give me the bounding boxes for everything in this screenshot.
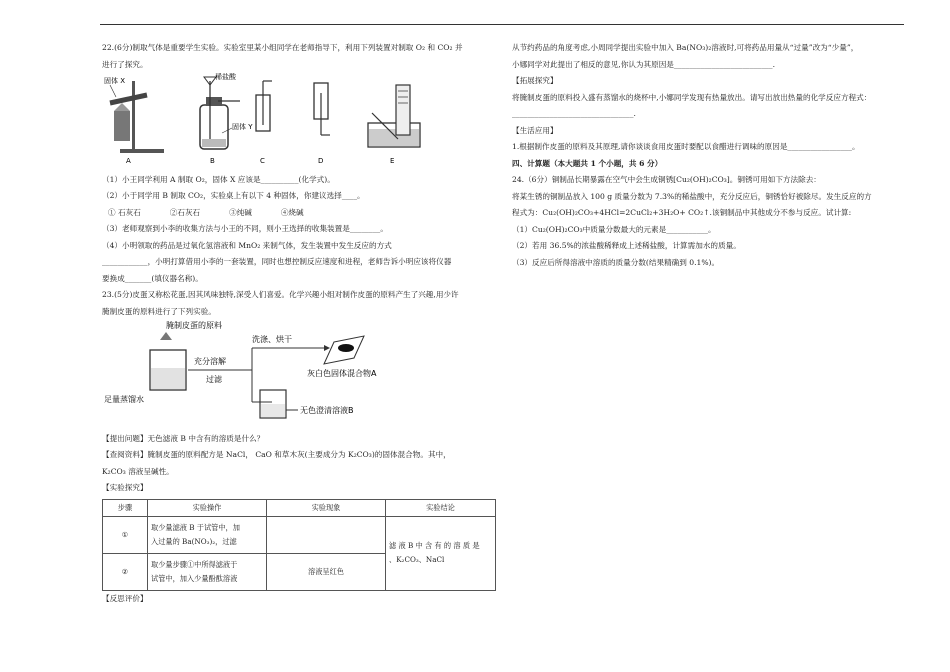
q22-sub4-line1: （4）小明领取的药品是过氧化氢溶液和 MnO₂ 来制气体，发生装置中发生反应的方式 xyxy=(102,240,392,250)
table-header-row xyxy=(103,499,496,516)
q23-info-line2: K₂CO₃ 溶液呈碱性。 xyxy=(102,466,174,476)
label-acid: 稀盐酸 xyxy=(215,73,236,81)
label-a: A xyxy=(126,157,131,165)
header-conclusion: 实验结论 xyxy=(386,499,496,516)
row1-op-line1: 取少量滤液 B 于试管中，加 xyxy=(151,522,240,532)
label-solid-a: 灰白色固体混合物A xyxy=(307,369,377,378)
header-step: 步骤 xyxy=(103,499,148,516)
row1-step: ① xyxy=(103,516,148,553)
q22-intro-line1: 22.(6分)制取气体是重要学生实验。实验室里某小组同学在老师指导下，利用下列装置对制取 O₂ 和 CO₂ 并 xyxy=(102,43,463,52)
q23-info-line1: 【查阅资料】腌制皮蛋的原料配方是 NaCl， CaO 和草木灰(主要成分为 K₂CO₃)的固体混合物。其中， xyxy=(102,450,451,459)
apparatus-b xyxy=(200,73,253,165)
q22-sub4-line2: ____________，小明打算借用小李的一套装置，同时也想控制反应速度和进程，老师告诉小明应该将仪器 xyxy=(102,257,452,266)
label-solid-x: 固体 X xyxy=(104,77,126,85)
row2-step: ② xyxy=(103,553,148,590)
apparatus-e xyxy=(368,85,420,165)
apparatus-figure xyxy=(102,73,497,165)
q24-sub1: （1）Cu₂(OH)₂CO₃中质量分数最大的元素是___________。 xyxy=(512,224,716,234)
q24-line1: 24.（6分）铜制品长期暴露在空气中会生成铜锈[Cu₂(OH)₂CO₃]。铜锈可用如下方法除去： xyxy=(512,175,821,184)
q24-sub2: （2）若用 36.5%的浓盐酸稀释成上述稀盐酸，计算需加水的质量。 xyxy=(512,241,741,250)
expand-line1: 将腌制皮蛋的原料投入盛有蒸馏水的烧杯中,小娜同学发现有热量放出。请写出放出热量的化学反应方程式： xyxy=(512,92,872,102)
q23-explore-head: 【实验探究】 xyxy=(102,483,148,492)
life-head: 【生活应用】 xyxy=(512,125,558,135)
reflect-line1: 从节约药品的角度考虑,小周同学提出实验中加入 Ba(NO₃)₂溶液时,可将药品用量从“过量”改为“少量”， xyxy=(512,43,859,52)
apparatus-c xyxy=(256,81,272,165)
label-raw: 腌制皮蛋的原料 xyxy=(166,321,222,330)
label-d: D xyxy=(318,157,324,165)
conclusion-cell xyxy=(386,516,496,590)
q23-reflect-head: 【反思评价】 xyxy=(102,593,148,603)
q24-line3: 程式为：Cu₂(OH)₂CO₃+4HCl=2CuCl₂+3H₂O+ CO₂↑.该铜制品中其他成分不参与反应。试计算: xyxy=(512,208,852,217)
label-b: B xyxy=(210,157,215,165)
q23-intro-line2: 腌制皮蛋的原料进行了下列实验。 xyxy=(102,306,216,316)
label-dissolve: 充分溶解 xyxy=(194,357,226,366)
label-wash: 洗涤、烘干 xyxy=(252,335,292,344)
label-filter: 过滤 xyxy=(206,375,222,384)
row2-phenomenon: 溶液呈红色 xyxy=(267,553,386,590)
table-row xyxy=(103,516,496,553)
label-e: E xyxy=(390,157,395,165)
header-rule xyxy=(100,24,904,25)
q22-sub1: （1）小王同学利用 A 制取 O₂，固体 X 应该是__________(化学式)。 xyxy=(102,174,335,184)
q22-sub2: （2）小于同学用 B 制取 CO₂，实验桌上有以下 4 种固体，你建议选择____。 xyxy=(102,191,365,200)
experiment-table xyxy=(102,499,496,591)
row1-operation xyxy=(148,516,267,553)
q23-question-head: 【提出问题】无色滤液 B 中含有的溶质是什么？ xyxy=(102,433,265,443)
q24-sub3: （3）反应后所得溶液中溶质的质量分数(结果精确到 0.1%)。 xyxy=(512,257,720,267)
conclusion-line2: 、K₂CO₃、NaCl xyxy=(389,555,445,564)
conclusion-line1: 滤 液 B 中 含 有 的 溶 质 是 xyxy=(389,541,480,550)
apparatus-d xyxy=(314,83,330,165)
q22-intro-line2: 进行了探究。 xyxy=(102,59,148,69)
expand-line2: ________________________________. xyxy=(512,109,636,118)
q24-line2: 将某生锈的铜制品放入 100 g 质量分数为 7.3%的稀盐酸中，充分反应后，铜锈恰好被除尽。发生反应的方 xyxy=(512,191,872,201)
row2-operation xyxy=(148,553,267,590)
q23-intro-line1: 23.(5分)皮蛋又称松花蛋,因其风味独特,深受人们喜爱。化学兴趣小组对制作皮蛋的原料产生了兴趣,用少许 xyxy=(102,290,459,299)
reflect-line2: 小娜同学对此提出了相反的意见,你认为其原因是__________________________. xyxy=(512,59,776,69)
label-solid-y: 固体 Y xyxy=(232,123,253,131)
expand-head: 【拓展探究】 xyxy=(512,76,558,85)
row2-op-line2: 试管中，加入少量酚酞溶液 xyxy=(151,573,238,583)
apparatus-a xyxy=(104,76,164,165)
label-water: 足量蒸馏水 xyxy=(104,395,144,404)
q22-sub3: （3）老师观察到小李的收集方法与小王的不同，则小王选择的收集装置是________。 xyxy=(102,224,388,233)
header-operation: 实验操作 xyxy=(148,499,267,516)
process-diagram xyxy=(102,320,497,424)
row1-phenomenon xyxy=(267,516,386,553)
right-column xyxy=(512,40,912,271)
row1-op-line2: 入过量的 Ba(NO₃)₂，过滤 xyxy=(151,536,237,546)
row2-op-line1: 取少量步骤①中所得滤液于 xyxy=(151,559,238,569)
q22-options: ① 石灰石 ②石灰石 ③纯碱 ④烧碱 xyxy=(108,207,304,217)
label-c: C xyxy=(260,157,265,165)
section-four-title: 四、计算题（本大题共 1 个小题，共 6 分） xyxy=(512,158,663,168)
q22-sub4-line3: 要换成_______(填仪器名称)。 xyxy=(102,273,203,283)
label-filtrate-b: 无色澄清溶液B xyxy=(300,406,354,415)
life-line1: 1.根据制作皮蛋的原料及其原理,请你谈谈食用皮蛋时要配以食醋进行调味的原因是_________________。 xyxy=(512,142,860,151)
left-column xyxy=(102,40,497,607)
header-phenomenon: 实验现象 xyxy=(267,499,386,516)
spoon-icon xyxy=(160,332,172,340)
